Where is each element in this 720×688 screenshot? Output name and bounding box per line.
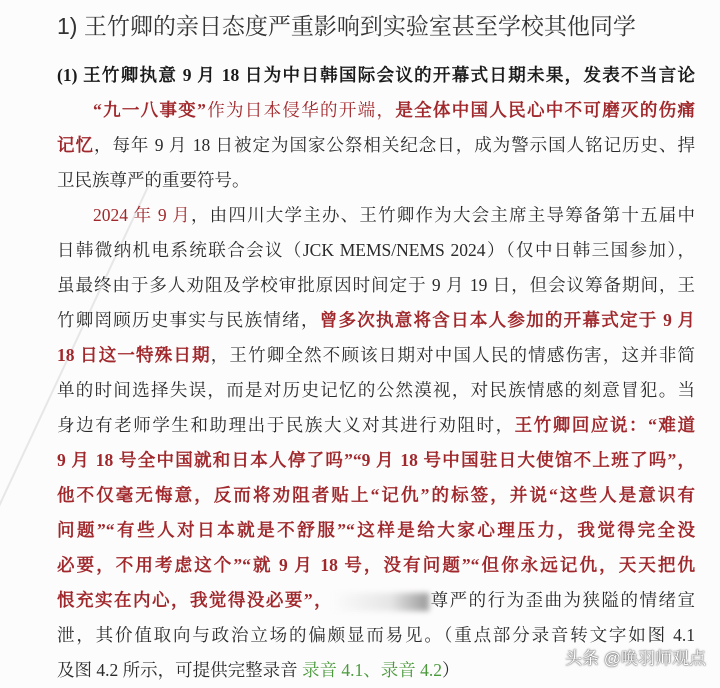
text-line xyxy=(57,303,695,338)
text-line xyxy=(57,163,695,198)
text-line xyxy=(57,548,695,583)
text-segment: 及图 4.2 所示，可提供完整录音 xyxy=(57,660,302,680)
emphasis-text: 是全体中国人民心中不可磨灭的伤痛 xyxy=(395,100,695,120)
text-line xyxy=(57,583,695,618)
text-segment: 单的时间选择失误，而是对历史记忆的公然漠视，对民族情感的刻意冒犯。当 xyxy=(57,380,695,400)
text-line xyxy=(57,198,695,233)
text-segment: ，王竹卿全然不顾该日期对中国人民的情感伤害，这并非简 xyxy=(210,345,696,365)
text-line xyxy=(57,408,695,443)
emphasis-text: 18 日这一特殊日期 xyxy=(57,345,211,365)
emphasis-text: 王竹卿回应说：“难道 xyxy=(514,415,696,435)
text-segment: ，由四川大学主办、王竹卿作为大会主席主导筹备第十五届中 xyxy=(190,205,696,225)
text-line xyxy=(57,233,695,268)
text-segment: ，每年 9 月 18 日被定为国家公祭相关纪念日，成为警示国人铭记历史、捍 xyxy=(93,135,696,155)
emphasis-text: 记忆 xyxy=(57,135,94,155)
text-line xyxy=(57,478,695,513)
emphasis-text: 2024 年 9 月 xyxy=(93,205,191,225)
text-line xyxy=(57,513,695,548)
text-segment: 虽最终由于多人劝阻及学校审批原因时间定于 9 月 19 日，但会议筹备期间，王 xyxy=(57,275,695,295)
document-body xyxy=(57,58,695,688)
text-line xyxy=(57,373,695,408)
watermark: 头条 @唤羽师观点 xyxy=(565,649,706,668)
text-segment: 日韩微纳机电系统联合会议（JCK MEMS/NEMS 2024）（仅中日韩三国参加）， xyxy=(57,240,695,260)
emphasis-text: 问题”“有些人对日本就是不舒服”“这样是给大家心理压力，我觉得完全没 xyxy=(57,520,695,540)
text-segment: 泄，其价值取向与政治立场的偏颇显而易见。（重点部分录音转文字如图 4.1 xyxy=(57,625,695,645)
emphasis-text: 9 月 18 号全中国就和日本人停了吗”“9 月 18 号中国驻日大使馆不上班了吗”， xyxy=(57,450,695,470)
redacted-blur xyxy=(333,593,429,611)
text-line xyxy=(57,93,695,128)
text-segment: 卫民族尊严的重要符号。 xyxy=(57,170,250,190)
emphasis-text: 作为日本侵华的开端， xyxy=(205,100,396,120)
text-line xyxy=(57,338,695,373)
subsection-heading xyxy=(57,58,695,93)
text-segment: 尊严的行为歪曲为狭隘的情绪宣 xyxy=(429,590,696,610)
text-segment: (1) 王竹卿执意 9 月 18 日为中日韩国际会议的开幕式日期未果，发表不当言论 xyxy=(57,65,695,85)
emphasis-text: 曾多次执意将含日本人参加的开幕式定于 9 月 xyxy=(319,310,696,330)
emphasis-text: 他不仅毫无悔意，反而将劝阻者贴上“记仇”的标签，并说“这些人是意识有 xyxy=(57,485,695,505)
text-segment: 身边有老师学生和助理出于民族大义对其进行劝阻时， xyxy=(57,415,515,435)
section-title: 1) 王竹卿的亲日态度严重影响到实验室甚至学校其他同学 xyxy=(57,13,636,39)
text-line xyxy=(57,128,695,163)
text-segment: ） xyxy=(442,660,460,680)
recording-reference: 录音 4.1、录音 4.2 xyxy=(302,660,442,680)
emphasis-text: 必要，不用考虑这个”“就 9 月 18 号，没有问题”“但你永远记仇，天天把仇 xyxy=(57,555,695,575)
text-line xyxy=(57,443,695,478)
emphasis-text: 恨充实在内心，我觉得没必要”， xyxy=(57,590,334,610)
emphasis-text: “九一八事变” xyxy=(93,100,206,120)
text-line xyxy=(57,268,695,303)
text-segment: 竹卿罔顾历史事实与民族情绪， xyxy=(57,310,320,330)
